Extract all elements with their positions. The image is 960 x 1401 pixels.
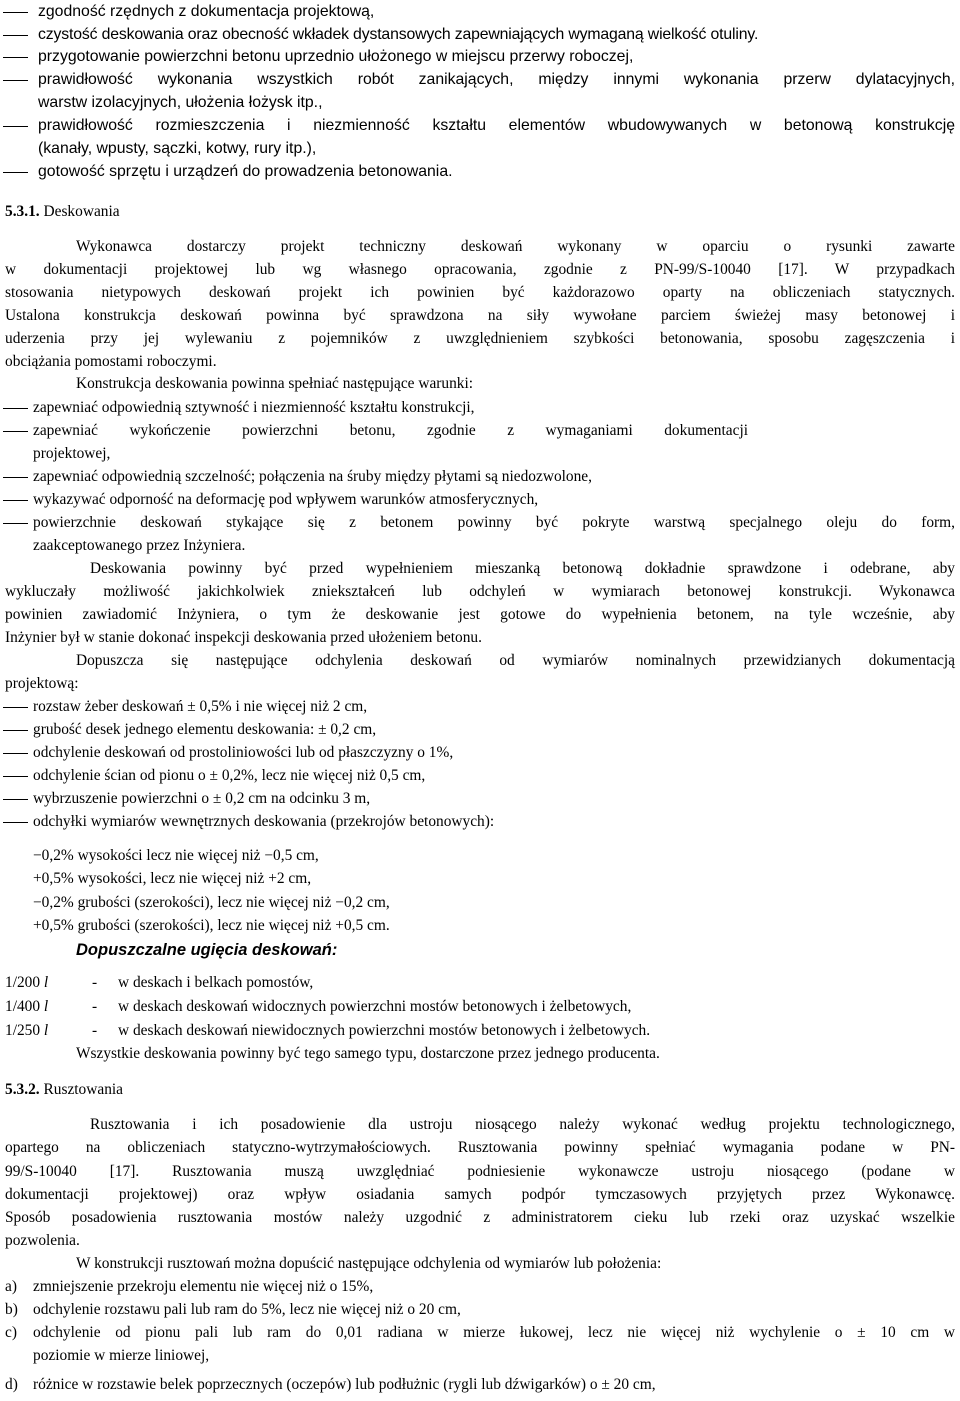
list-item: wybrzuszenie powierzchni o ± 0,2 cm na odcinku 3 m,	[33, 790, 371, 807]
sub-list-item: −0,2% grubości (szerokości), lecz nie więcej niż −0,2 cm,	[33, 894, 390, 911]
paragraph-line: Deskowania powinny być przed wypełnieniem mieszanką betonową dokładnie sprawdzone i odebrane, aby	[90, 560, 955, 577]
list-item: zapewniać odpowiednią szczelność; połączenia na śruby między płytami są niedozwolone,	[33, 468, 592, 485]
list-item: grubość desek jednego elementu deskowania: ± 0,2 cm,	[33, 721, 377, 738]
dash-bullet	[3, 477, 28, 478]
section-title: Deskowania	[43, 203, 120, 220]
paragraph-intro: W konstrukcji rusztowań można dopuścić następujące odchylenia od wymiarów lub położenia:	[76, 1255, 662, 1272]
deflection-text: w deskach deskowań widocznych powierzchni mostów betonowych i żelbetowych,	[118, 998, 632, 1015]
list-item: prawidłowość rozmieszczenia i niezmienność kształtu elementów wbudowywanych w betonową konstrukcję	[38, 117, 955, 134]
paragraph-line: opartego na obliczeniach statyczno-wytrzymałościowych. Rusztowania powinny spełniać wymagania podane w PN-	[5, 1139, 955, 1156]
dash-bullet	[3, 707, 28, 708]
paragraph-line: 99/S-10040 [17]. Rusztowania muszą uwzględniać podniesienie wykonawcze ustroju niosącego (podane w	[5, 1163, 955, 1180]
dash-bullet	[3, 776, 28, 777]
dash-bullet	[3, 12, 28, 13]
section-heading-531	[5, 201, 120, 224]
sub-list-item: +0,5% grubości (szerokości), lecz nie więcej niż +0,5 cm.	[33, 917, 390, 934]
section-heading-532	[5, 1079, 123, 1102]
list-item: gotowość sprzętu i urządzeń do prowadzenia betonowania.	[38, 163, 453, 180]
paragraph-line: w dokumentacji projektowej lub wg własnego opracowania, zgodnie z PN-99/S-10040 [17]. W przypadkach	[5, 261, 955, 278]
paragraph-line: Sposób posadowienia rusztowania mostów należy uzgodnić z administratorem cieku lub rzeki oraz uzyskać wszelkie	[5, 1209, 955, 1226]
list-item-continuation: zaakceptowanego przez Inżyniera.	[33, 537, 246, 554]
section-number: 5.3.1.	[5, 203, 40, 220]
list-letter: c)	[5, 1324, 17, 1341]
deflection-ratio: 1/200 l	[5, 974, 49, 991]
paragraph-line: pozwolenia.	[5, 1232, 80, 1249]
dash-bullet	[3, 523, 28, 524]
list-letter: b)	[5, 1301, 18, 1318]
deflection-dash: -	[92, 974, 98, 991]
list-item: zapewniać wykończenie powierzchni betonu, zgodnie z wymaganiami dokumentacji	[33, 422, 748, 439]
dash-bullet	[3, 80, 28, 81]
list-item: wykazywać odporność na deformację pod wpływem warunków atmosferycznych,	[33, 491, 539, 508]
paragraph-line: powinien zawiadomić Inżyniera, o tym że deskowanie jest gotowe do wypełnienia betonem, na tyle wcześnie, aby	[5, 606, 955, 623]
dash-bullet	[3, 126, 28, 127]
paragraph-line: projektową:	[5, 675, 79, 692]
dash-bullet	[3, 57, 28, 58]
dash-bullet	[3, 500, 28, 501]
paragraph-line: obciążania pomostami roboczymi.	[5, 353, 217, 370]
list-item: zgodność rzędnych z dokumentacja projektową,	[38, 3, 375, 20]
list-item-continuation: projektowej,	[33, 445, 111, 462]
paragraph-line: uderzenia przy jej wylewaniu z pojemników z uwzględnieniem szybkości betonowania, sposobu zagęszczenia i	[5, 330, 955, 347]
paragraph-line: Dopuszcza się następujące odchylenia deskowań od wymiarów nominalnych przewidzianych dokumentacją	[76, 652, 955, 669]
sub-list-item: −0,2% wysokości lecz nie więcej niż −0,5 cm,	[33, 847, 319, 864]
dash-bullet	[3, 431, 28, 432]
list-item: odchylenie od pionu pali lub ram do 0,01 radiana w mierze łukowej, lecz nie więcej niż wychylenie o ± 10 cm w	[33, 1324, 955, 1341]
deflection-dash: -	[92, 1022, 98, 1039]
paragraph-intro: Konstrukcja deskowania powinna spełniać następujące warunki:	[76, 375, 474, 392]
paragraph-line: Ustalona konstrukcja deskowań powinna być sprawdzona na siły wywołane parciem świeżej masy betonowej i	[5, 307, 955, 324]
dash-bullet	[3, 799, 28, 800]
list-item: czystość deskowania oraz obecność wkładek dystansowych zapewniających wymaganą wielkość otuliny.	[38, 26, 759, 43]
deflection-dash: -	[92, 998, 98, 1015]
sub-list-item: +0,5% wysokości, lecz nie więcej niż +2 cm,	[33, 870, 312, 887]
deflection-text: w deskach deskowań niewidocznych powierzchni mostów betonowych i żelbetowych.	[118, 1022, 651, 1039]
paragraph-line: Wszystkie deskowania powinny być tego samego typu, dostarczone przez jednego producenta.	[76, 1045, 660, 1062]
list-item: rozstaw żeber deskowań ± 0,5% i nie więcej niż 2 cm,	[33, 698, 368, 715]
section-number: 5.3.2.	[5, 1081, 40, 1098]
list-letter: d)	[5, 1376, 18, 1393]
dash-bullet	[3, 753, 28, 754]
dash-bullet	[3, 408, 28, 409]
dash-bullet	[3, 730, 28, 731]
paragraph-line: wykluczały możliwość jakichkolwiek zniekształceń lub odchyleń w wymiarach betonowej konstrukcji. Wykonawca	[5, 583, 955, 600]
paragraph-line: Inżynier był w stanie dokonać inspekcji deskowania przed ułożeniem betonu.	[5, 629, 482, 646]
list-item-continuation: poziomie w mierze liniowej,	[33, 1347, 210, 1364]
deflections-heading: Dopuszczalne ugięcia deskowań:	[76, 941, 338, 959]
dash-bullet	[3, 35, 28, 36]
deflection-ratio: 1/400 l	[5, 998, 49, 1015]
list-item: odchylenie rozstawu pali lub ram do 5%, lecz nie więcej niż o 20 cm,	[33, 1301, 461, 1318]
paragraph-line: dokumentacji projektowej) oraz wpływ osiadania samych podpór tymczasowych przyjętych przez Wykonawcę.	[5, 1186, 955, 1203]
list-item: przygotowanie powierzchni betonu uprzednio ułożonego w miejscu przerwy roboczej,	[38, 48, 634, 65]
list-item-continuation: warstw izolacyjnych, ułożenia łożysk itp.,	[38, 94, 323, 111]
list-item: odchylenie deskowań od prostoliniowości lub od płaszczyzny o 1%,	[33, 744, 454, 761]
list-item: różnice w rozstawie belek poprzecznych (oczepów) lub podłużnic (rygli lub dźwigarków) o ± 20 cm,	[33, 1376, 656, 1393]
paragraph-line: stosowania nietypowych deskowań projekt ich powinien być każdorazowo oparty na obliczeniach statycznych.	[5, 284, 955, 301]
list-item: odchylenie ścian od pionu o ± 0,2%, lecz nie więcej niż 0,5 cm,	[33, 767, 426, 784]
deflection-ratio: 1/250 l	[5, 1022, 49, 1039]
list-item: odchyłki wymiarów wewnętrznych deskowania (przekrojów betonowych):	[33, 813, 495, 830]
list-item: prawidłowość wykonania wszystkich robót zanikających, między innymi wykonania przerw dylatacyjnych,	[38, 71, 955, 88]
dash-bullet	[3, 172, 28, 173]
dash-bullet	[3, 822, 28, 823]
list-letter: a)	[5, 1278, 17, 1295]
deflection-text: w deskach i belkach pomostów,	[118, 974, 314, 991]
section-title: Rusztowania	[43, 1081, 124, 1098]
list-item: zapewniać odpowiednią sztywność i niezmienność kształtu konstrukcji,	[33, 399, 475, 416]
paragraph-line: Rusztowania i ich posadowienie dla ustroju niosącego należy wykonać według projektu technologicznego,	[90, 1116, 955, 1133]
list-item: zmniejszenie przekroju elementu nie więcej niż o 15%,	[33, 1278, 374, 1295]
paragraph-line: Wykonawca dostarczy projekt techniczny deskowań wykonany w oparciu o rysunki zawarte	[76, 238, 955, 255]
list-item-continuation: (kanały, wpusty, sączki, kotwy, rury itp.),	[38, 140, 317, 157]
list-item: powierzchnie deskowań stykające się z betonem powinny być pokryte warstwą specjalnego oleju do form,	[33, 514, 955, 531]
